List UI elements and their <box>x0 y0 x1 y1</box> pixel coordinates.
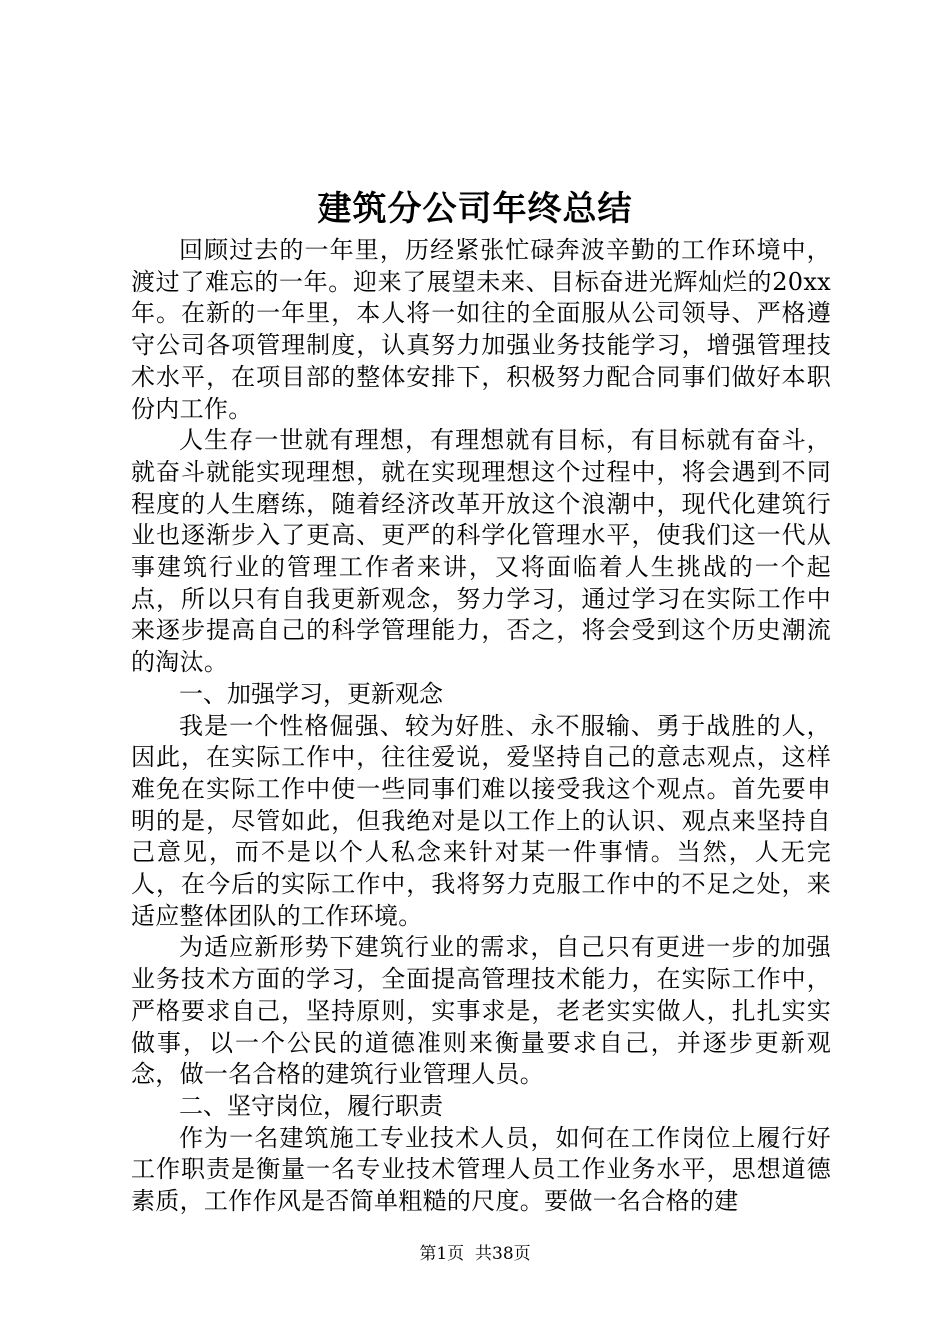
paragraph-duties: 作为一名建筑施工专业技术人员，如何在工作岗位上履行好工作职责是衡量一名专业技术管理人员工作业务水平，思想道德素质，工作作风是否简单粗糙的尺度。要做一名合格的建 <box>131 1123 831 1216</box>
document-body <box>131 235 831 1218</box>
section-heading-2: 二、坚守岗位，履行职责 <box>179 1091 443 1120</box>
page-number: 第1页 <box>419 1244 465 1264</box>
page-footer <box>0 1240 950 1268</box>
section-heading-1: 一、加强学习，更新观念 <box>179 679 443 708</box>
page-total: 共38页 <box>475 1244 531 1264</box>
paragraph-personality: 我是一个性格倔强、较为好胜、永不服输、勇于战胜的人，因此，在实际工作中，往往爱说，爱坚持自己的意志观点，这样难免在实际工作中使一些同事们难以接受我这个观点。首先要申明的是，尽管如此，但我绝对是以工作上的认识、观点来坚持自己意见，而不是以个人私念来针对某一件事情。当然，人无完人，在今后的实际工作中，我将努力克服工作中的不足之处，来适应整体团队的工作环境。 <box>131 711 831 930</box>
paragraph-adaptation: 为适应新形势下建筑行业的需求，自己只有更进一步的加强业务技术方面的学习，全面提高管理技术能力，在实际工作中，严格要求自己，坚持原则，实事求是，老老实实做人，扎扎实实做事，以一个公民的道德准则来衡量要求自己，并逐步更新观念，做一名合格的建筑行业管理人员。 <box>131 933 831 1089</box>
document-title: 建筑分公司年终总结 <box>317 189 633 229</box>
paragraph-intro: 回顾过去的一年里，历经紧张忙碌奔波辛勤的工作环境中，渡过了难忘的一年。迎来了展望未来、目标奋进光辉灿烂的20xx年。在新的一年里，本人将一如往的全面服从公司领导、严格遵守公司各项管理制度，认真努力加强业务技能学习，增强管理技术水平，在项目部的整体安排下，积极努力配合同事们做好本职份内工作。 <box>131 236 831 423</box>
paragraph-ideals: 人生存一世就有理想，有理想就有目标，有目标就有奋斗，就奋斗就能实现理想，就在实现理想这个过程中，将会遇到不同程度的人生磨练，随着经济改革开放这个浪潮中，现代化建筑行业也逐渐步入了更高、更严的科学化管理水平，使我们这一代从事建筑行业的管理工作者来讲，又将面临着人生挑战的一个起点，所以只有自我更新观念，努力学习，通过学习在实际工作中来逐步提高自己的科学管理能力，否之，将会受到这个历史潮流的淘汰。 <box>131 426 831 677</box>
